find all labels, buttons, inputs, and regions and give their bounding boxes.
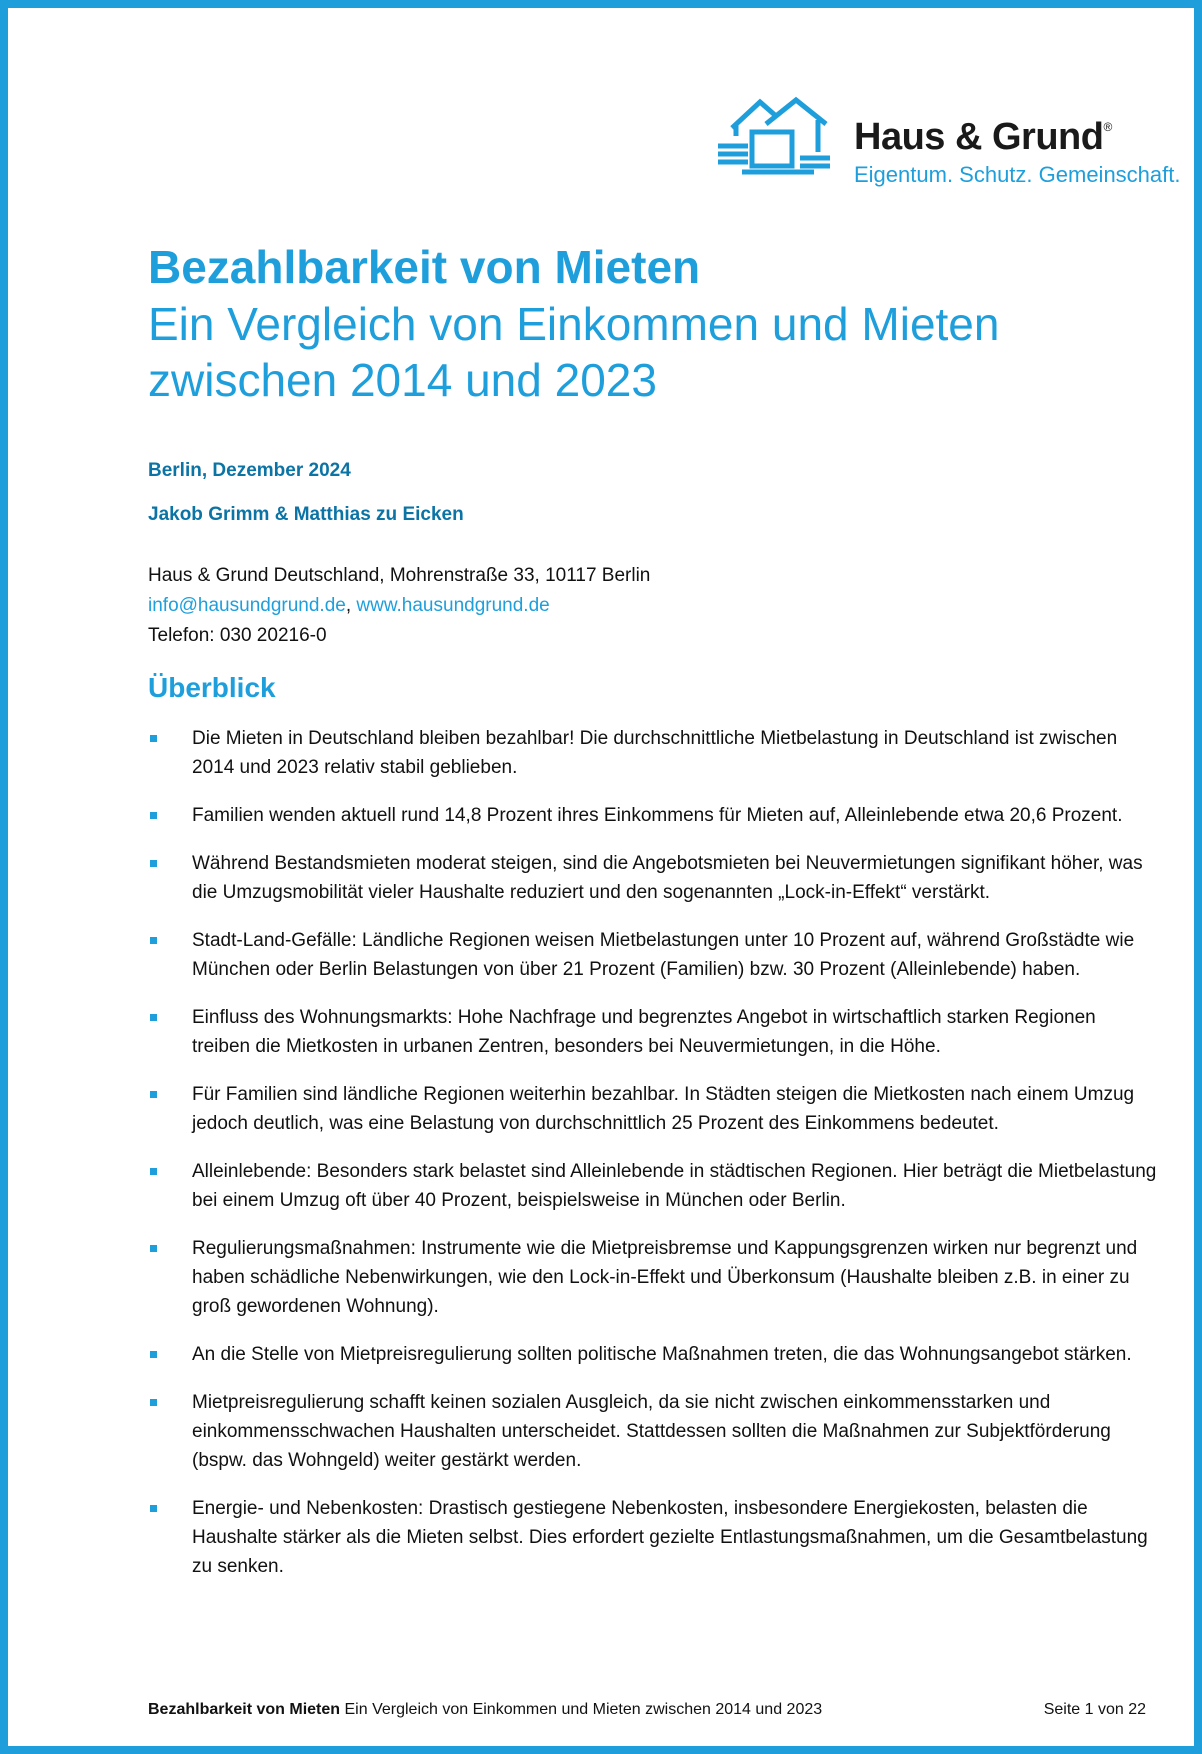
- bullet-square-icon: [150, 812, 157, 819]
- bullet-square-icon: [150, 937, 157, 944]
- list-item: [148, 1003, 1158, 1061]
- phone-line: Telefon: 030 20216-0: [148, 625, 327, 646]
- address-line: Haus & Grund Deutschland, Mohrenstraße 33, 10117 Berlin: [148, 565, 651, 586]
- list-item-text: An die Stelle von Mietpreisregulierung sollten politische Maßnahmen treten, die das Wohnungsangebot stärken.: [192, 1344, 1132, 1365]
- overview-heading: Überblick: [148, 672, 276, 703]
- overview-list: [148, 724, 1158, 1600]
- list-item-text: Einfluss des Wohnungsmarkts: Hohe Nachfrage und begrenztes Angebot in wirtschaftlich starken Regionen treiben die Mietkosten in urbanen Zentren, besonders bei Neuvermietungen, in die Höhe.: [192, 1007, 1096, 1057]
- registered-mark: ®: [1103, 120, 1112, 134]
- list-item-text: Energie- und Nebenkosten: Drastisch gestiegene Nebenkosten, insbesondere Energiekosten, belasten die Haushalte stärker als die Mieten selbst. Dies erfordert gezielte Entlastungsmaßnahmen, um die Gesamtbelastung zu senken.: [192, 1498, 1148, 1577]
- bullet-square-icon: [150, 1245, 157, 1252]
- list-item: [148, 1234, 1158, 1321]
- contact-block: [148, 561, 650, 651]
- place-date: Berlin, Dezember 2024: [148, 460, 351, 481]
- authors: Jakob Grimm & Matthias zu Eicken: [148, 504, 464, 525]
- bullet-square-icon: [150, 1351, 157, 1358]
- list-item-text: Mietpreisregulierung schafft keinen sozialen Ausgleich, da sie nicht zwischen einkommensstarken und einkommensschwachen Haushalten unterscheidet. Stattdessen sollten die Maßnahmen zur Subjektförderung (bspw. das Wohngeld) weiter gestärkt werden.: [192, 1392, 1111, 1471]
- footer-title-bold: Bezahlbarkeit von Mieten: [148, 1701, 341, 1718]
- email-link[interactable]: info@hausundgrund.de: [148, 595, 346, 616]
- list-item-text: Regulierungsmaßnahmen: Instrumente wie die Mietpreisbremse und Kappungsgrenzen wirken nur begrenzt und haben schädliche Nebenwirkungen, wie den Lock-in-Effekt und Überkonsum (Haushalte bleiben z.B. in einer zu groß gewordenen Wohnung).: [192, 1238, 1138, 1317]
- page-number: Seite 1 von 22: [1043, 1701, 1146, 1718]
- bullet-square-icon: [150, 1505, 157, 1512]
- logo-name-text: Haus & Grund: [854, 116, 1104, 158]
- logo-wordmark: [854, 116, 1112, 159]
- contact-separator: ,: [345, 595, 352, 616]
- list-item-text: Stadt-Land-Gefälle: Ländliche Regionen weisen Mietbelastungen unter 10 Prozent auf, während Großstädte wie München oder Berlin Belastungen von über 21 Prozent (Familien) bzw. 30 Prozent (Alleinlebende) haben.: [192, 930, 1135, 980]
- website-link[interactable]: www.hausundgrund.de: [356, 595, 550, 616]
- list-item: [148, 724, 1158, 782]
- bullet-square-icon: [150, 735, 157, 742]
- list-item-text: Alleinlebende: Besonders stark belastet sind Alleinlebende in städtischen Regionen. Hier beträgt die Mietbelastung bei einem Umzug oft über 40 Prozent, beispielsweise in München oder Berlin.: [192, 1161, 1157, 1211]
- list-item: [148, 1340, 1158, 1369]
- house-logo-icon: [718, 94, 836, 194]
- list-item: [148, 1494, 1158, 1581]
- list-item: [148, 849, 1158, 907]
- list-item: [148, 801, 1158, 830]
- bullet-square-icon: [150, 1014, 157, 1021]
- list-item-text: Während Bestandsmieten moderat steigen, sind die Angebotsmieten bei Neuvermietungen signifikant höher, was die Umzugsmobilität vieler Haushalte reduziert und den sogenannten „Lock-in-Effekt“ verstärkt.: [192, 853, 1143, 903]
- list-item: [148, 1080, 1158, 1138]
- bullet-square-icon: [150, 1399, 157, 1406]
- logo-tagline: Eigentum. Schutz. Gemeinschaft.: [854, 162, 1181, 187]
- list-item-text: Familien wenden aktuell rund 14,8 Prozent ihres Einkommens für Mieten auf, Alleinlebende etwa 20,6 Prozent.: [192, 805, 1123, 826]
- document-title: Bezahlbarkeit von Mieten: [148, 241, 701, 293]
- brand-logo: [718, 94, 1181, 194]
- list-item-text: Für Familien sind ländliche Regionen weiterhin bezahlbar. In Städten steigen die Mietkosten nach einem Umzug jedoch deutlich, was eine Belastung von durchschnittlich 25 Prozent des Einkommens bedeutet.: [192, 1084, 1135, 1134]
- bullet-square-icon: [150, 1091, 157, 1098]
- document-subtitle: Ein Vergleich von Einkommen und Mieten zwischen 2014 und 2023: [148, 298, 1000, 406]
- footer-title-rest: Ein Vergleich von Einkommen und Mieten zwischen 2014 und 2023: [344, 1701, 823, 1718]
- bullet-square-icon: [150, 860, 157, 867]
- list-item: [148, 1157, 1158, 1215]
- bullet-square-icon: [150, 1168, 157, 1175]
- list-item: [148, 926, 1158, 984]
- list-item-text: Die Mieten in Deutschland bleiben bezahlbar! Die durchschnittliche Mietbelastung in Deutschland ist zwischen 2014 und 2023 relativ stabil geblieben.: [192, 728, 1118, 778]
- list-item: [148, 1388, 1158, 1475]
- footer-title: [148, 1701, 822, 1719]
- contact-links: [148, 591, 650, 621]
